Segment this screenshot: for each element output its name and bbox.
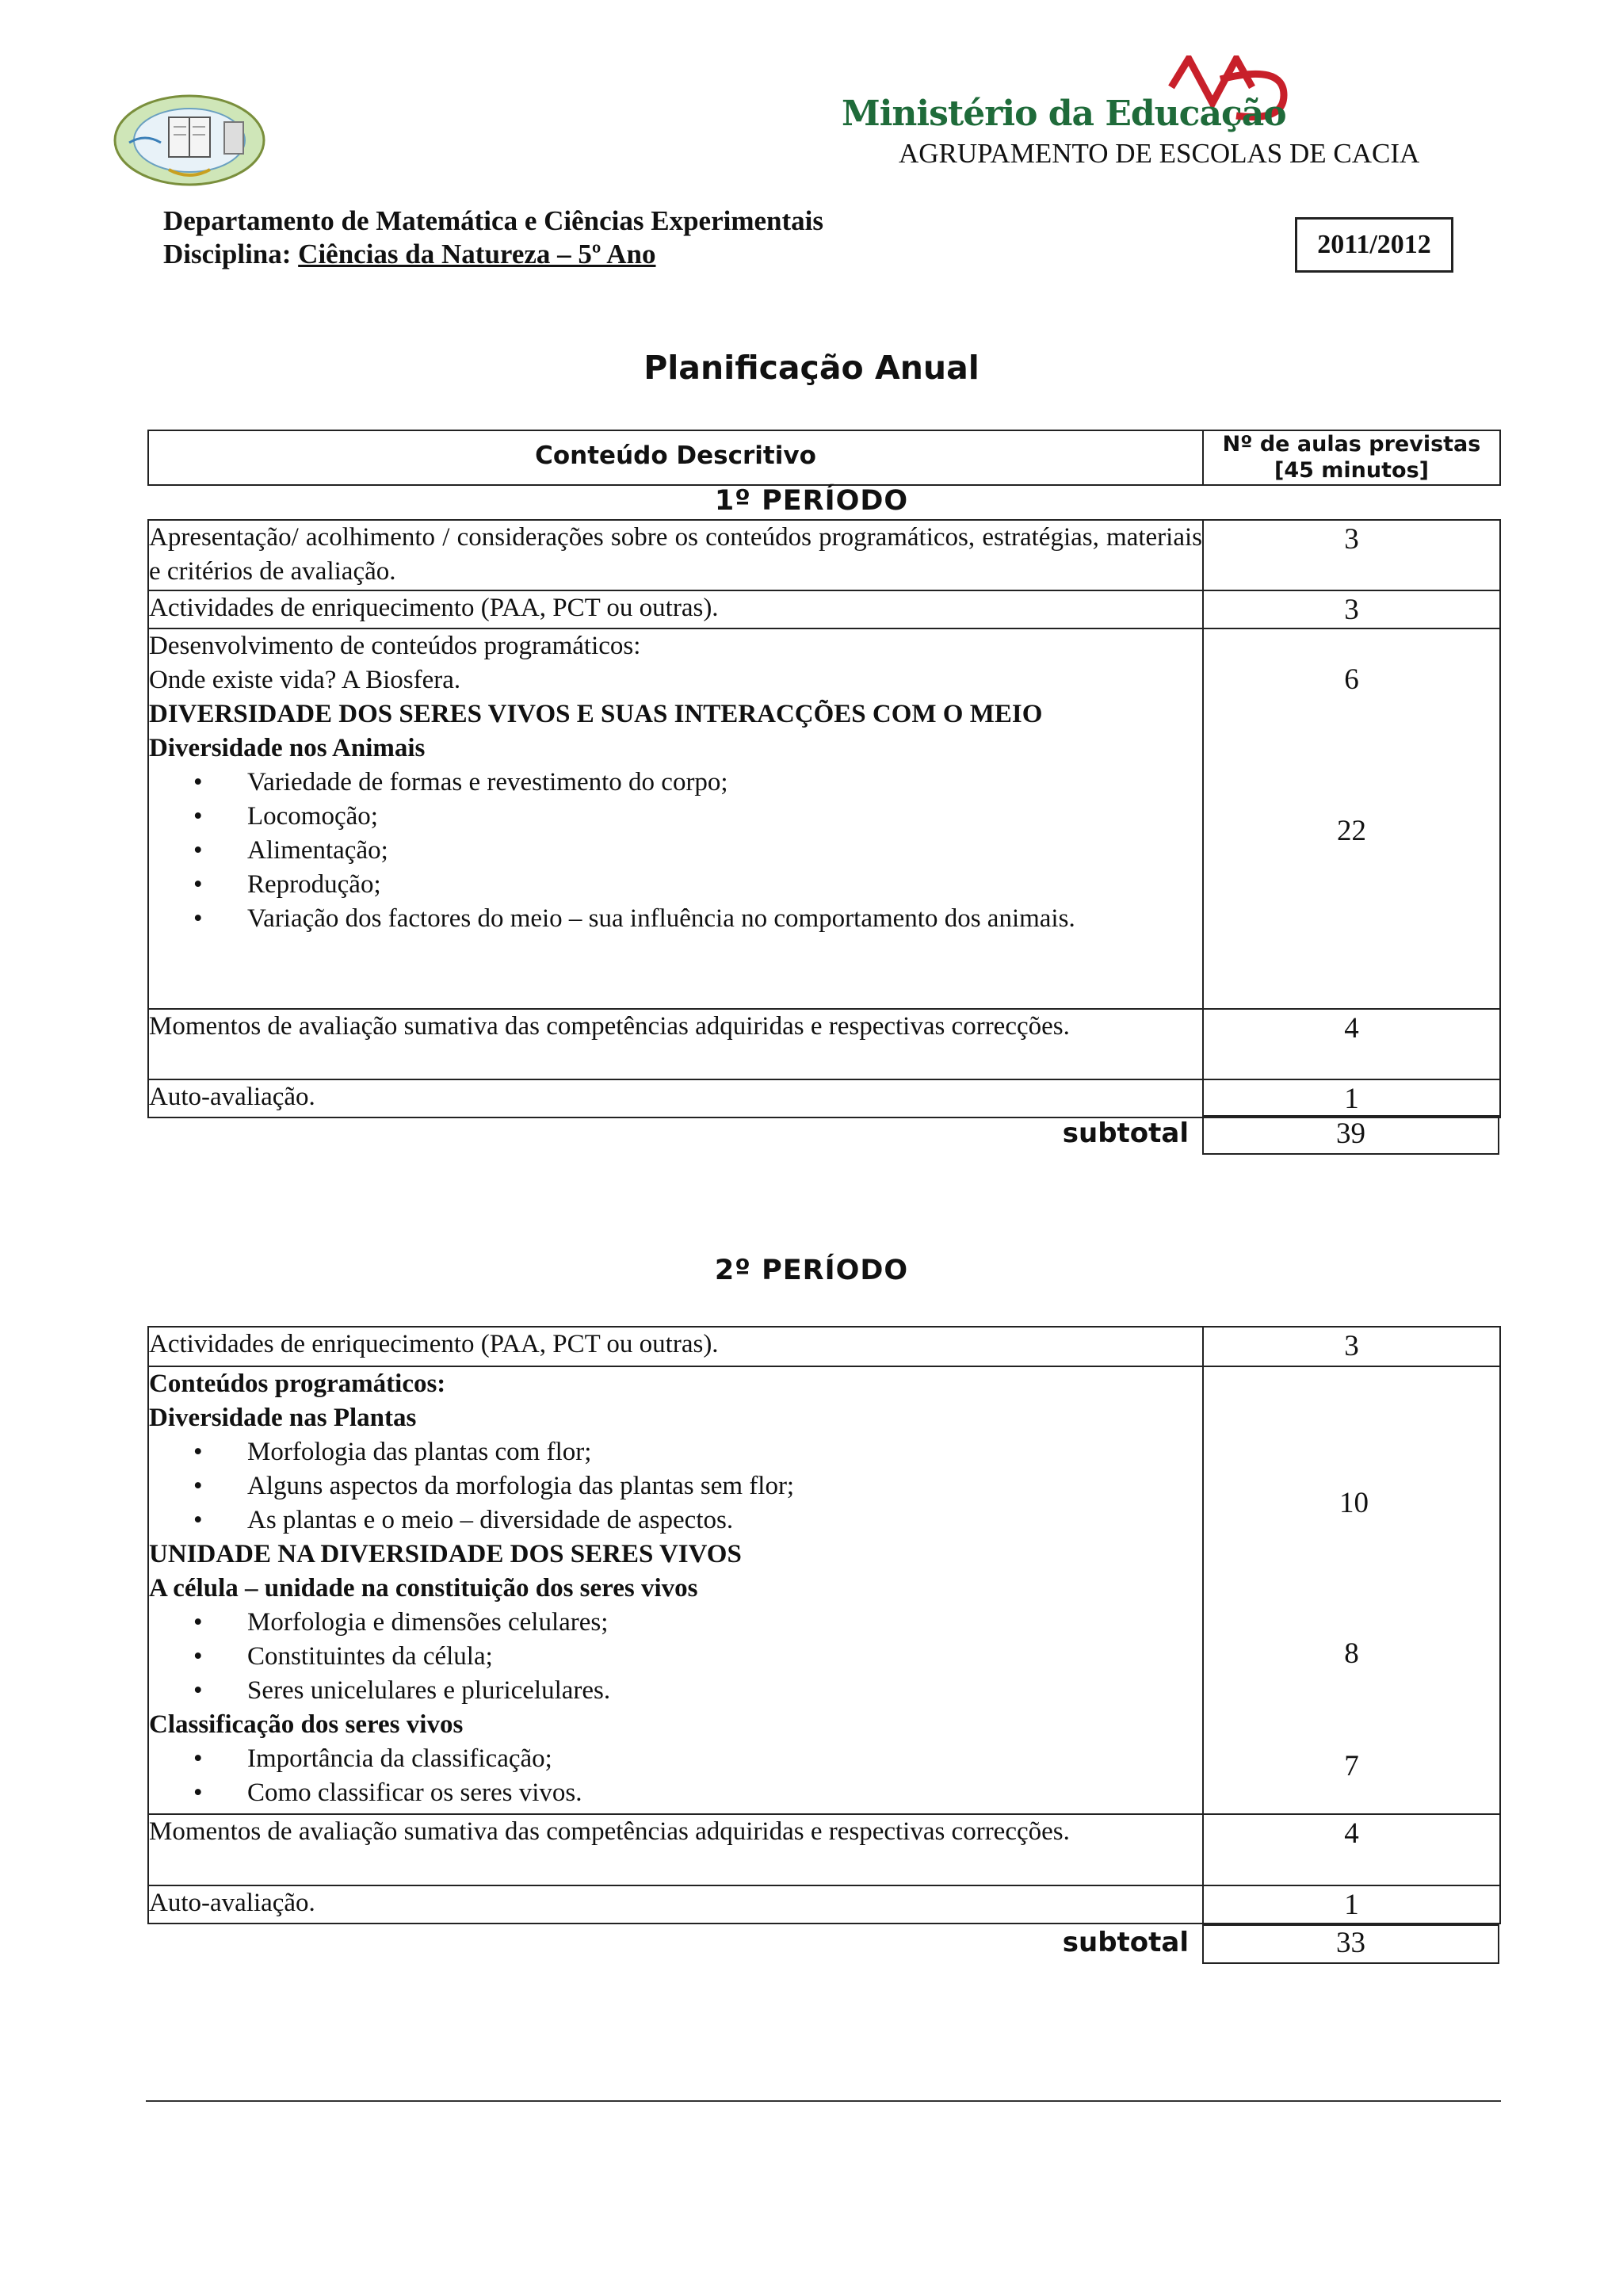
content-column-header: Conteúdo Descritivo — [148, 430, 1203, 485]
list-item: • Alimentação; — [247, 834, 1202, 868]
period2-row2-num-cell — [1203, 1366, 1500, 1814]
period2-subtotal-label: subtotal — [1062, 1927, 1189, 1958]
period2-row1-text: Actividades de enriquecimento (PAA, PCT ou outras). — [148, 1327, 1203, 1366]
list-item: • Morfologia das plantas com flor; — [247, 1435, 1202, 1469]
column-header-table — [147, 430, 1501, 486]
list-item: • Reprodução; — [247, 868, 1202, 902]
list-item: • Variedade de formas e revestimento do corpo; — [247, 766, 1202, 800]
table-row — [148, 1814, 1500, 1885]
period1-row5-num: 1 — [1203, 1079, 1500, 1117]
discipline-value: Ciências da Natureza – 5º Ano — [298, 239, 656, 269]
period2-row4-num: 1 — [1203, 1885, 1500, 1924]
department-block — [163, 204, 823, 271]
period1-row4-text: Momentos de avaliação sumativa das competências adquiridas e respectivas correcções. — [148, 1009, 1203, 1079]
ministry-name: Ministério da Educação — [842, 94, 1286, 134]
period1-row3-num-b: 22 — [1337, 815, 1366, 847]
period2-row2-line2: Diversidade nas Plantas — [149, 1404, 417, 1432]
discipline-label: Disciplina: — [163, 239, 292, 269]
period1-subtotal-label: subtotal — [1062, 1117, 1189, 1149]
table-row — [148, 1009, 1500, 1079]
list-item: • Seres unicelulares e pluricelulares. — [247, 1674, 1202, 1708]
period2-row2-num-c: 7 — [1344, 1750, 1359, 1782]
period1-row3-line2: Onde existe vida? A Biosfera. — [149, 666, 461, 694]
table-row — [148, 520, 1500, 590]
list-item: • Alguns aspectos da morfologia das plantas sem flor; — [247, 1469, 1202, 1503]
period2-row2-line1: Conteúdos programáticos: — [149, 1370, 446, 1398]
period2-table — [147, 1326, 1501, 1924]
period1-row3-line3: DIVERSIDADE DOS SERES VIVOS E SUAS INTERACÇÕES COM O MEIO — [149, 700, 1043, 728]
list-item: • Variação dos factores do meio – sua influência no comportamento dos animais. — [247, 902, 1202, 936]
period1-table — [147, 519, 1501, 1118]
period1-row5-text: Auto-avaliação. — [148, 1079, 1203, 1117]
period2-bullets-plants — [149, 1435, 1202, 1538]
table-row — [148, 1885, 1500, 1924]
list-item: • Constituintes da célula; — [247, 1640, 1202, 1674]
period2-row1-num: 3 — [1203, 1327, 1500, 1366]
table-row — [148, 590, 1500, 628]
lessons-column-header — [1203, 430, 1500, 485]
list-item: • As plantas e o meio – diversidade de aspectos. — [247, 1503, 1202, 1538]
period1-row3-line1: Desenvolvimento de conteúdos programáticos: — [149, 632, 641, 660]
period1-row3-bullets — [149, 766, 1202, 936]
period1-row2-text: Actividades de enriquecimento (PAA, PCT ou outras). — [148, 590, 1203, 628]
school-year-box: 2011/2012 — [1295, 217, 1453, 273]
period2-row2-num-b: 8 — [1344, 1637, 1359, 1670]
period2-subtotal-value: 33 — [1202, 1924, 1499, 1964]
period2-bullets-classification — [149, 1742, 1202, 1810]
period1-row4-num: 4 — [1203, 1009, 1500, 1079]
school-logo — [113, 94, 265, 187]
list-item: • Como classificar os seres vivos. — [247, 1776, 1202, 1810]
period1-title: 1º PERÍODO — [714, 485, 909, 517]
period1-subtotal-value: 39 — [1202, 1115, 1499, 1155]
table-row — [148, 1327, 1500, 1366]
list-item: • Morfologia e dimensões celulares; — [247, 1606, 1202, 1640]
period2-row2-line5: Classificação dos seres vivos — [149, 1710, 464, 1739]
period1-row3-content — [148, 628, 1203, 1009]
table-row — [148, 1079, 1500, 1117]
period2-row3-text: Momentos de avaliação sumativa das competências adquiridas e respectivas correcções. — [148, 1814, 1203, 1885]
footer-divider — [146, 2100, 1501, 2102]
table-row — [148, 628, 1500, 1009]
department-name: Departamento de Matemática e Ciências Experimentais — [163, 205, 823, 236]
period1-row3-num-a: 6 — [1344, 663, 1359, 696]
period1-row1-num: 3 — [1203, 520, 1500, 590]
period2-row2-content — [148, 1366, 1203, 1814]
discipline-line — [163, 238, 823, 271]
period2-row4-text: Auto-avaliação. — [148, 1885, 1203, 1924]
period2-bullets-cell — [149, 1606, 1202, 1708]
period1-row1-text: Apresentação/ acolhimento / considerações sobre os conteúdos programáticos, estratégias, materiais e critérios de avaliação. — [148, 520, 1203, 590]
period1-row2-num: 3 — [1203, 590, 1500, 628]
period2-row2-num-a: 10 — [1339, 1487, 1369, 1519]
lessons-header-line2: [45 minutos] — [1274, 458, 1429, 483]
list-item: • Locomoção; — [247, 800, 1202, 834]
lessons-header-line1: Nº de aulas previstas — [1222, 432, 1481, 457]
period2-row2-line3: UNIDADE NA DIVERSIDADE DOS SERES VIVOS — [149, 1540, 742, 1568]
list-item: • Importância da classificação; — [247, 1742, 1202, 1776]
page-title: Planificação Anual — [643, 349, 980, 387]
period2-row3-num: 4 — [1203, 1814, 1500, 1885]
period1-row3-num-cell — [1203, 628, 1500, 1009]
table-row — [148, 1366, 1500, 1814]
period2-row2-line4: A célula – unidade na constituição dos seres vivos — [149, 1574, 698, 1603]
agrupamento-title: AGRUPAMENTO DE ESCOLAS DE CACIA — [899, 138, 1420, 169]
period1-row3-line4: Diversidade nos Animais — [149, 734, 426, 762]
period2-title: 2º PERÍODO — [714, 1255, 909, 1286]
